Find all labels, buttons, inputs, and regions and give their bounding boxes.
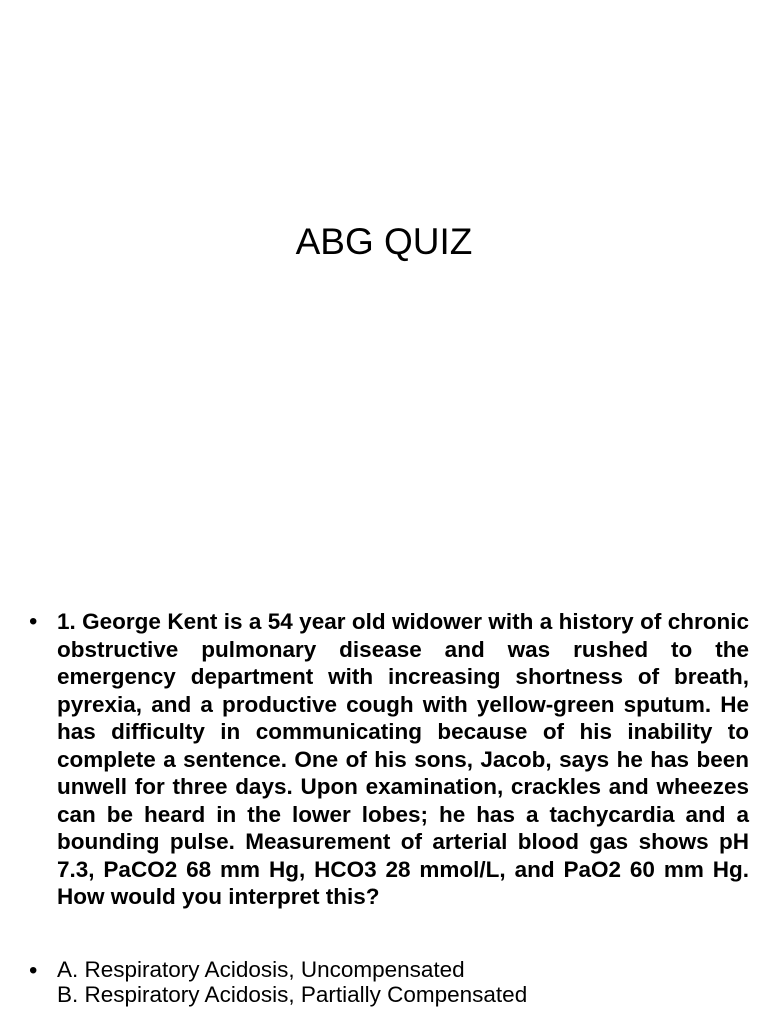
- question-text: 1. George Kent is a 54 year old widower with a history of chronic obstructive pulmonary disease and was rushed to the emergency department with increasing shortness of breath, pyrexia, and a productive cough with yellow-green sputum. He has difficulty in communicating because of his inability to complete a sentence. One of his sons, Jacob, says he has been unwell for three days. Upon examination, crackles and wheezes can be heard in the lower lobes; he has a tachycardia and a bounding pulse. Measurement of arterial blood gas shows pH 7.3, PaCO2 68 mm Hg, HCO3 28 mmol/L, and PaO2 60 mm Hg. How would you interpret this?: [57, 609, 749, 909]
- answer-option-a: A. Respiratory Acidosis, Uncompensated: [57, 956, 465, 982]
- question-bullet: [29, 608, 749, 911]
- bullet-list: [29, 608, 749, 1007]
- answers-bullet: [29, 957, 749, 1007]
- answer-option-b: B. Respiratory Acidosis, Partially Compensated: [57, 981, 528, 1007]
- bullet-dot-icon: •: [29, 608, 38, 635]
- slide-title: ABG QUIZ: [295, 221, 473, 262]
- bullet-dot-icon: •: [29, 956, 38, 984]
